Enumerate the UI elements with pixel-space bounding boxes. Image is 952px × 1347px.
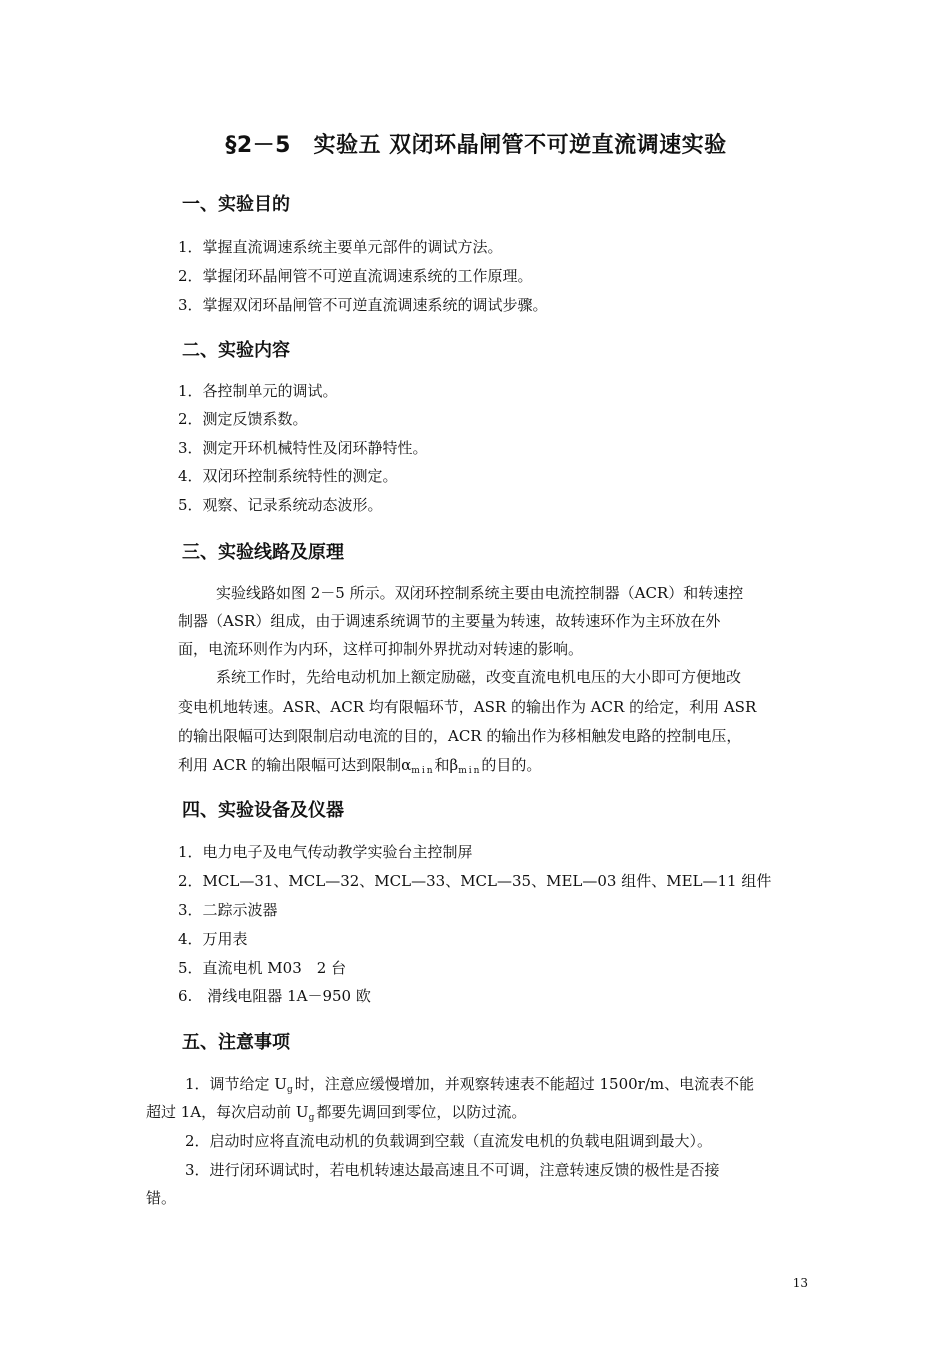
- list-item: 6. 滑线电阻器 1A－950 欧: [178, 987, 371, 1005]
- paragraph-line: [146, 1101, 526, 1123]
- text-run: 1．调节给定 U: [185, 1075, 287, 1093]
- text-run: 都要先调回到零位，以防过流。: [316, 1103, 527, 1121]
- text-run: 的目的。: [481, 756, 542, 774]
- paragraph-line: 2．启动时应将直流电动机的负载调到空载（直流发电机的负载电阻调到最大）。: [185, 1132, 713, 1150]
- paragraph-line: 实验线路如图 2－5 所示。双闭环控制系统主要由电流控制器（ACR）和转速控: [216, 584, 744, 602]
- section-heading-equipment: 四、实验设备及仪器: [182, 800, 344, 821]
- section-heading-content: 二、实验内容: [182, 340, 290, 361]
- list-item: 1．掌握直流调速系统主要单元部件的调试方法。: [178, 238, 503, 256]
- list-item: 5．直流电机 M03 2 台: [178, 959, 347, 977]
- list-item: 1．电力电子及电气传动教学实验台主控制屏: [178, 843, 473, 861]
- paragraph-line: 制器（ASR）组成，由于调速系统调节的主要量为转速，故转速环作为主环放在外: [178, 612, 721, 630]
- paragraph-line: 面，电流环则作为内环，这样可抑制外界扰动对转速的影响。: [178, 640, 584, 658]
- section-heading-principle: 三、实验线路及原理: [182, 542, 344, 563]
- list-item: 2．测定反馈系数。: [178, 410, 308, 428]
- paragraph-line: 的输出限幅可达到限制启动电流的目的，ACR 的输出作为移相触发电路的控制电压，: [178, 727, 742, 745]
- subscript-g: g: [308, 1113, 317, 1123]
- list-item: 2．MCL—31、MCL—32、MCL—33、MCL—35、MEL—03 组件、MEL—11 组件: [178, 872, 772, 890]
- list-item: 4．万用表: [178, 930, 248, 948]
- list-item: 5．观察、记录系统动态波形。: [178, 496, 383, 514]
- text-run: 和: [434, 756, 450, 774]
- beta-symbol: β: [449, 756, 459, 774]
- paragraph-line: [185, 1073, 754, 1095]
- list-item: 3．掌握双闭环晶闸管不可逆直流调速系统的调试步骤。: [178, 296, 548, 314]
- paragraph-line: 3．进行闭环调试时，若电机转速达最高速且不可调，注意转速反馈的极性是否接: [185, 1161, 720, 1179]
- subscript-min: min: [411, 766, 435, 776]
- section-heading-objectives: 一、实验目的: [182, 194, 290, 215]
- paragraph-line: 变电机地转速。ASR、ACR 均有限幅环节，ASR 的输出作为 ACR 的给定，利用 ASR: [178, 698, 757, 716]
- text-run: 利用 ACR 的输出限幅可达到限制: [178, 756, 402, 774]
- list-item: 3．测定开环机械特性及闭环静特性。: [178, 439, 428, 457]
- alpha-symbol: α: [401, 756, 412, 774]
- paragraph-line: [178, 754, 541, 776]
- list-item: 4．双闭环控制系统特性的测定。: [178, 467, 398, 485]
- page-title: §2－5 实验五 双闭环晶闸管不可逆直流调速实验: [225, 133, 727, 158]
- text-run: 时，注意应缓慢增加，并观察转速表不能超过 1500r/m、电流表不能: [294, 1075, 755, 1093]
- paragraph-line: 错。: [146, 1189, 177, 1207]
- section-heading-notes: 五、注意事项: [182, 1032, 290, 1053]
- list-item: 3．二踪示波器: [178, 901, 278, 919]
- paragraph-line: 系统工作时，先给电动机加上额定励磁，改变直流电机电压的大小即可方便地改: [216, 668, 742, 686]
- subscript-g: g: [286, 1085, 295, 1095]
- list-item: 2．掌握闭环晶闸管不可逆直流调速系统的工作原理。: [178, 267, 533, 285]
- page-number: 13: [792, 1276, 808, 1290]
- list-item: 1．各控制单元的调试。: [178, 382, 338, 400]
- subscript-min: min: [458, 766, 482, 776]
- text-run: 超过 1A，每次启动前 U: [146, 1103, 309, 1121]
